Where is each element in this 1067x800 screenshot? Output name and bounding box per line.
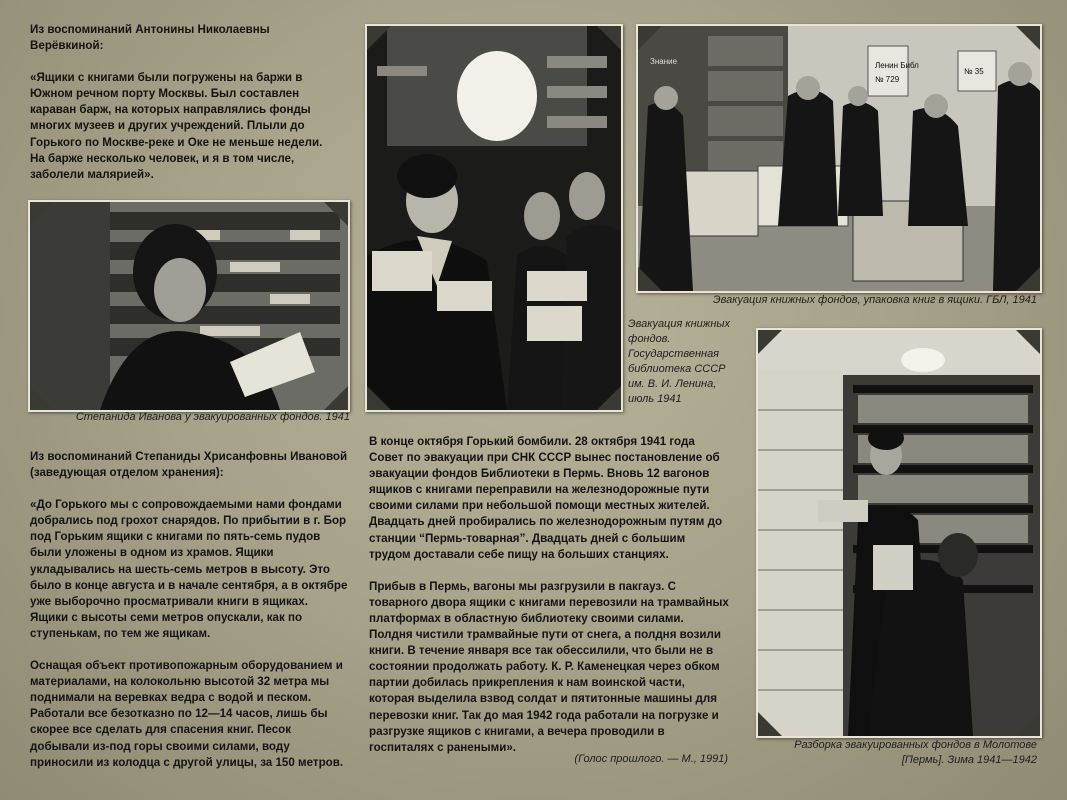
photo4-caption: Разборка эвакуированных фондов в Молотове [Пермь]. Зима 1941—1942 bbox=[794, 739, 1037, 766]
article-source: (Голос прошлого. — М., 1991) bbox=[574, 753, 728, 765]
photo2-image bbox=[367, 26, 621, 410]
article-block bbox=[369, 434, 729, 758]
photo4-image bbox=[758, 330, 1040, 736]
memoir2-heading: Из воспоминаний Степаниды Хрисанфовны Ивановой (заведующая отделом хранения): bbox=[30, 450, 348, 480]
box-label-znanie: Знание bbox=[650, 57, 678, 66]
memoir1-heading: Из воспоминаний Антонины Николаевны Верёвкиной: bbox=[30, 23, 270, 53]
photo1-caption: Степанида Иванова у эвакуированных фондов. 1941 bbox=[75, 411, 350, 423]
photo3-image bbox=[638, 26, 1040, 291]
photo-packing-books bbox=[636, 24, 1042, 293]
article-paragraph-2: Прибыв в Пермь, вагоны мы разгрузили в пакгауз. С товарного двора ящики с книгами перевозили на трамвайных платформах в областную библиотеку своими силами. Полдня чистили трамвайные пути от снега, а полдня возили книги. В течение января все так обессилили, что были не в состоянии продолжать работу. К. Р. Каменецкая через обком партии добилась прикрепления к нам воинской части, которая выделила взвод солдат и пятитонные машины для перевозки книг. Так до мая 1942 года работали на погрузке и разгрузке ящиков с книгами, а вечера проводили в госпиталях с ранеными». bbox=[369, 579, 729, 754]
box-label-number: № 729 bbox=[875, 75, 900, 84]
photo-sorting-molotov bbox=[756, 328, 1042, 738]
box-label-number-2: № 35 bbox=[964, 67, 984, 76]
memoir2-block bbox=[30, 449, 348, 787]
photo3-caption: Эвакуация книжных фондов, упаковка книг в ящики. ГБЛ, 1941 bbox=[713, 294, 1037, 306]
article-paragraph-1: В конце октября Горький бомбили. 28 октября 1941 года Совет по эвакуации при СНК СССР вынес постановление об эвакуации фондов Библиотеки в Пермь. Вновь 12 вагонов ящиков с книгами переправили на железнодорожные пути своими силами при небольшой помощи местных жителей. Двадцать дней пробирались по железнодорожным путям до станции “Пермь-товарная”. Двадцать дней с большим трудом доставали себе пищу на больших станциях. bbox=[369, 435, 723, 561]
photo-library-evacuation bbox=[365, 24, 623, 412]
box-label-library: Ленин Библ bbox=[875, 61, 919, 70]
memoir2-paragraph-2: Оснащая объект противопожарным оборудованием и материалами, на колокольню высотой 32 метра мы поднимали на веревках ведра с водой и песком. Работали все безотказно по 12—14 часов, лишь бы скорее все сделать для спасения книг. Песок добывали из-под горы своими силами, воду приносили из колодца с другой улицы, за 150 метров. bbox=[30, 659, 344, 769]
photo2-caption: Эвакуация книжных фондов. Государственная библиотека СССР им. В. И. Ленина, июль 1941 bbox=[628, 318, 730, 405]
memoir2-paragraph-1: «До Горького мы с сопровождаемыми нами фондами добрались под грохот снарядов. По прибытии в г. Бор под Горьким ящики с книгами по пять-семь пудов были уложены в одном из храмов. Ящики укладывались на шесть-семь метров в высоту. Это было в конце августа и в начале сентября, а в октябре уже выборочно просматривали книги в ящиках. Ящики с высоты семи метров опускали, как по ступенькам, по тем же ящикам. bbox=[30, 498, 348, 640]
memoir1-quote: «Ящики с книгами были погружены на баржи в Южном речном порту Москвы. Был составлен караван барж, на которых направлялись фонды многих музеев и других учреждений. Плыли до Горького по Москве-реке и Оке не меньше недели. На барже несколько человек, и я в том числе, заболели малярией». bbox=[30, 71, 323, 181]
photo1-image bbox=[30, 202, 348, 410]
memoir1-block bbox=[30, 22, 340, 199]
photo-stepanida-ivanova bbox=[28, 200, 350, 412]
